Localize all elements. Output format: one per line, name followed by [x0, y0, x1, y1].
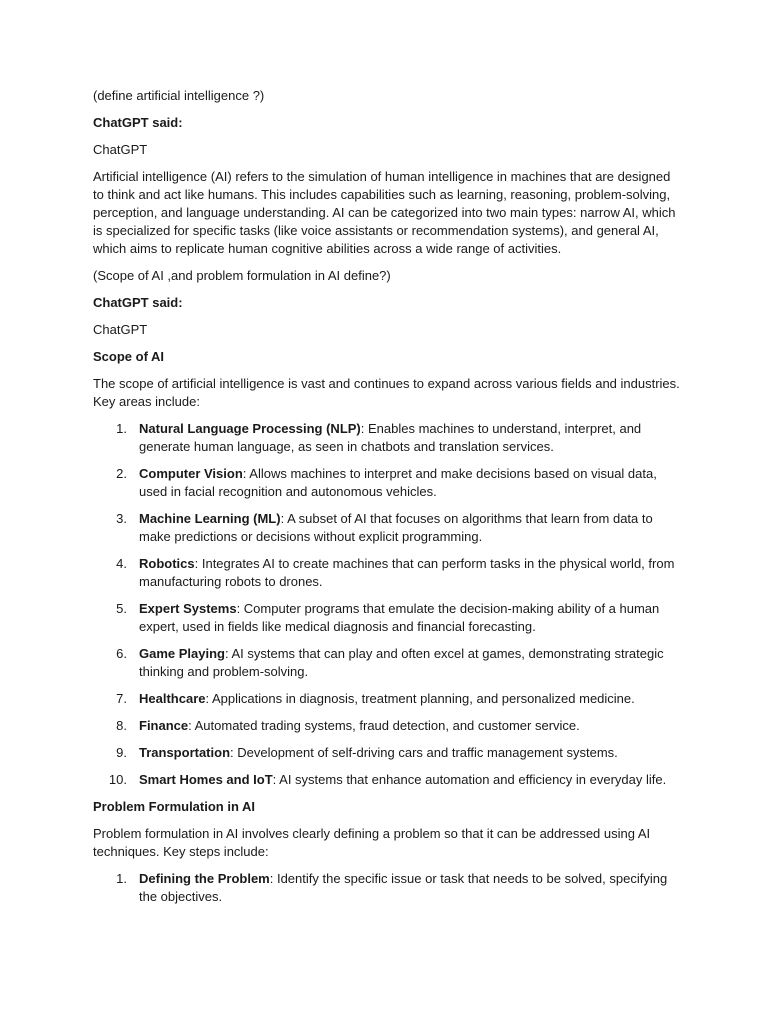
list-term: Transportation	[139, 745, 231, 760]
problem-formulation-list	[93, 870, 683, 906]
list-number: 1.	[116, 421, 127, 436]
list-item	[93, 690, 683, 708]
list-term: Smart Homes and IoT	[139, 772, 273, 787]
list-item	[93, 744, 683, 762]
scope-heading: Scope of AI	[93, 349, 165, 364]
list-term: Defining the Problem	[139, 871, 270, 886]
list-item	[93, 510, 683, 546]
user-question-2: (Scope of AI ,and problem formulation in AI define?)	[93, 268, 391, 283]
list-item	[93, 600, 683, 636]
list-description: : Allows machines to interpret and make decisions based on visual data, used in facial recognition and autonomous vehicles.	[139, 466, 657, 499]
list-number: 10.	[108, 772, 127, 787]
list-term: Robotics	[139, 556, 195, 571]
list-term: Computer Vision	[139, 466, 243, 481]
list-item	[93, 645, 683, 681]
list-number: 2.	[116, 466, 127, 481]
speaker-label-1: ChatGPT said:	[93, 115, 183, 130]
problem-formulation-intro: Problem formulation in AI involves clearly defining a problem so that it can be addressed using AI techniques. Key steps include:	[93, 826, 651, 859]
problem-formulation-heading: Problem Formulation in AI	[93, 799, 256, 814]
list-description: : AI systems that enhance automation and efficiency in everyday life.	[272, 772, 667, 787]
list-description: : A subset of AI that focuses on algorithms that learn from data to make predictions or decisions without explicit programming.	[139, 511, 653, 544]
list-description: : Computer programs that emulate the decision-making ability of a human expert, used in fields like medical diagnosis and financial forecasting.	[139, 601, 660, 634]
list-term: Game Playing	[139, 646, 225, 661]
answer-paragraph-1: Artificial intelligence (AI) refers to the simulation of human intelligence in machines that are designed to think and act like humans. This includes capabilities such as learning, reasoning, problem-solving, perception, and language understanding. AI can be categorized into two main types: narrow AI, which is specialized for specific tasks (like voice assistants or recommendation systems), and general AI, which aims to replicate human cognitive abilities across a wide range of activities.	[93, 169, 676, 256]
list-item	[93, 771, 683, 789]
list-term: Machine Learning (ML)	[139, 511, 281, 526]
assistant-name-1: ChatGPT	[93, 142, 148, 157]
list-number: 1.	[116, 871, 127, 886]
list-number: 4.	[116, 556, 127, 571]
list-number: 3.	[116, 511, 127, 526]
list-item	[93, 870, 683, 906]
list-term: Expert Systems	[139, 601, 237, 616]
list-item	[93, 717, 683, 735]
list-term: Natural Language Processing (NLP)	[139, 421, 361, 436]
list-item	[93, 555, 683, 591]
list-number: 7.	[116, 691, 127, 706]
document-page	[93, 87, 683, 915]
list-description: : AI systems that can play and often excel at games, demonstrating strategic thinking and problem-solving.	[139, 646, 664, 679]
list-description: : Development of self-driving cars and traffic management systems.	[230, 745, 618, 760]
list-description: : Automated trading systems, fraud detection, and customer service.	[188, 718, 580, 733]
speaker-label-2: ChatGPT said:	[93, 295, 183, 310]
user-question-1: (define artificial intelligence ?)	[93, 88, 265, 103]
assistant-name-2: ChatGPT	[93, 322, 148, 337]
list-number: 6.	[116, 646, 127, 661]
list-number: 5.	[116, 601, 127, 616]
list-number: 8.	[116, 718, 127, 733]
list-description: : Identify the specific issue or task that needs to be solved, specifying the objectives.	[139, 871, 668, 904]
scope-list	[93, 420, 683, 789]
list-description: : Applications in diagnosis, treatment planning, and personalized medicine.	[205, 691, 635, 706]
list-description: : Enables machines to understand, interpret, and generate human language, as seen in chatbots and translation services.	[139, 421, 642, 454]
list-term: Healthcare	[139, 691, 206, 706]
list-number: 9.	[116, 745, 127, 760]
list-item	[93, 465, 683, 501]
scope-intro: The scope of artificial intelligence is vast and continues to expand across various fields and industries. Key areas include:	[93, 376, 680, 409]
list-term: Finance	[139, 718, 189, 733]
list-description: : Integrates AI to create machines that can perform tasks in the physical world, from manufacturing robots to drones.	[139, 556, 675, 589]
list-item	[93, 420, 683, 456]
